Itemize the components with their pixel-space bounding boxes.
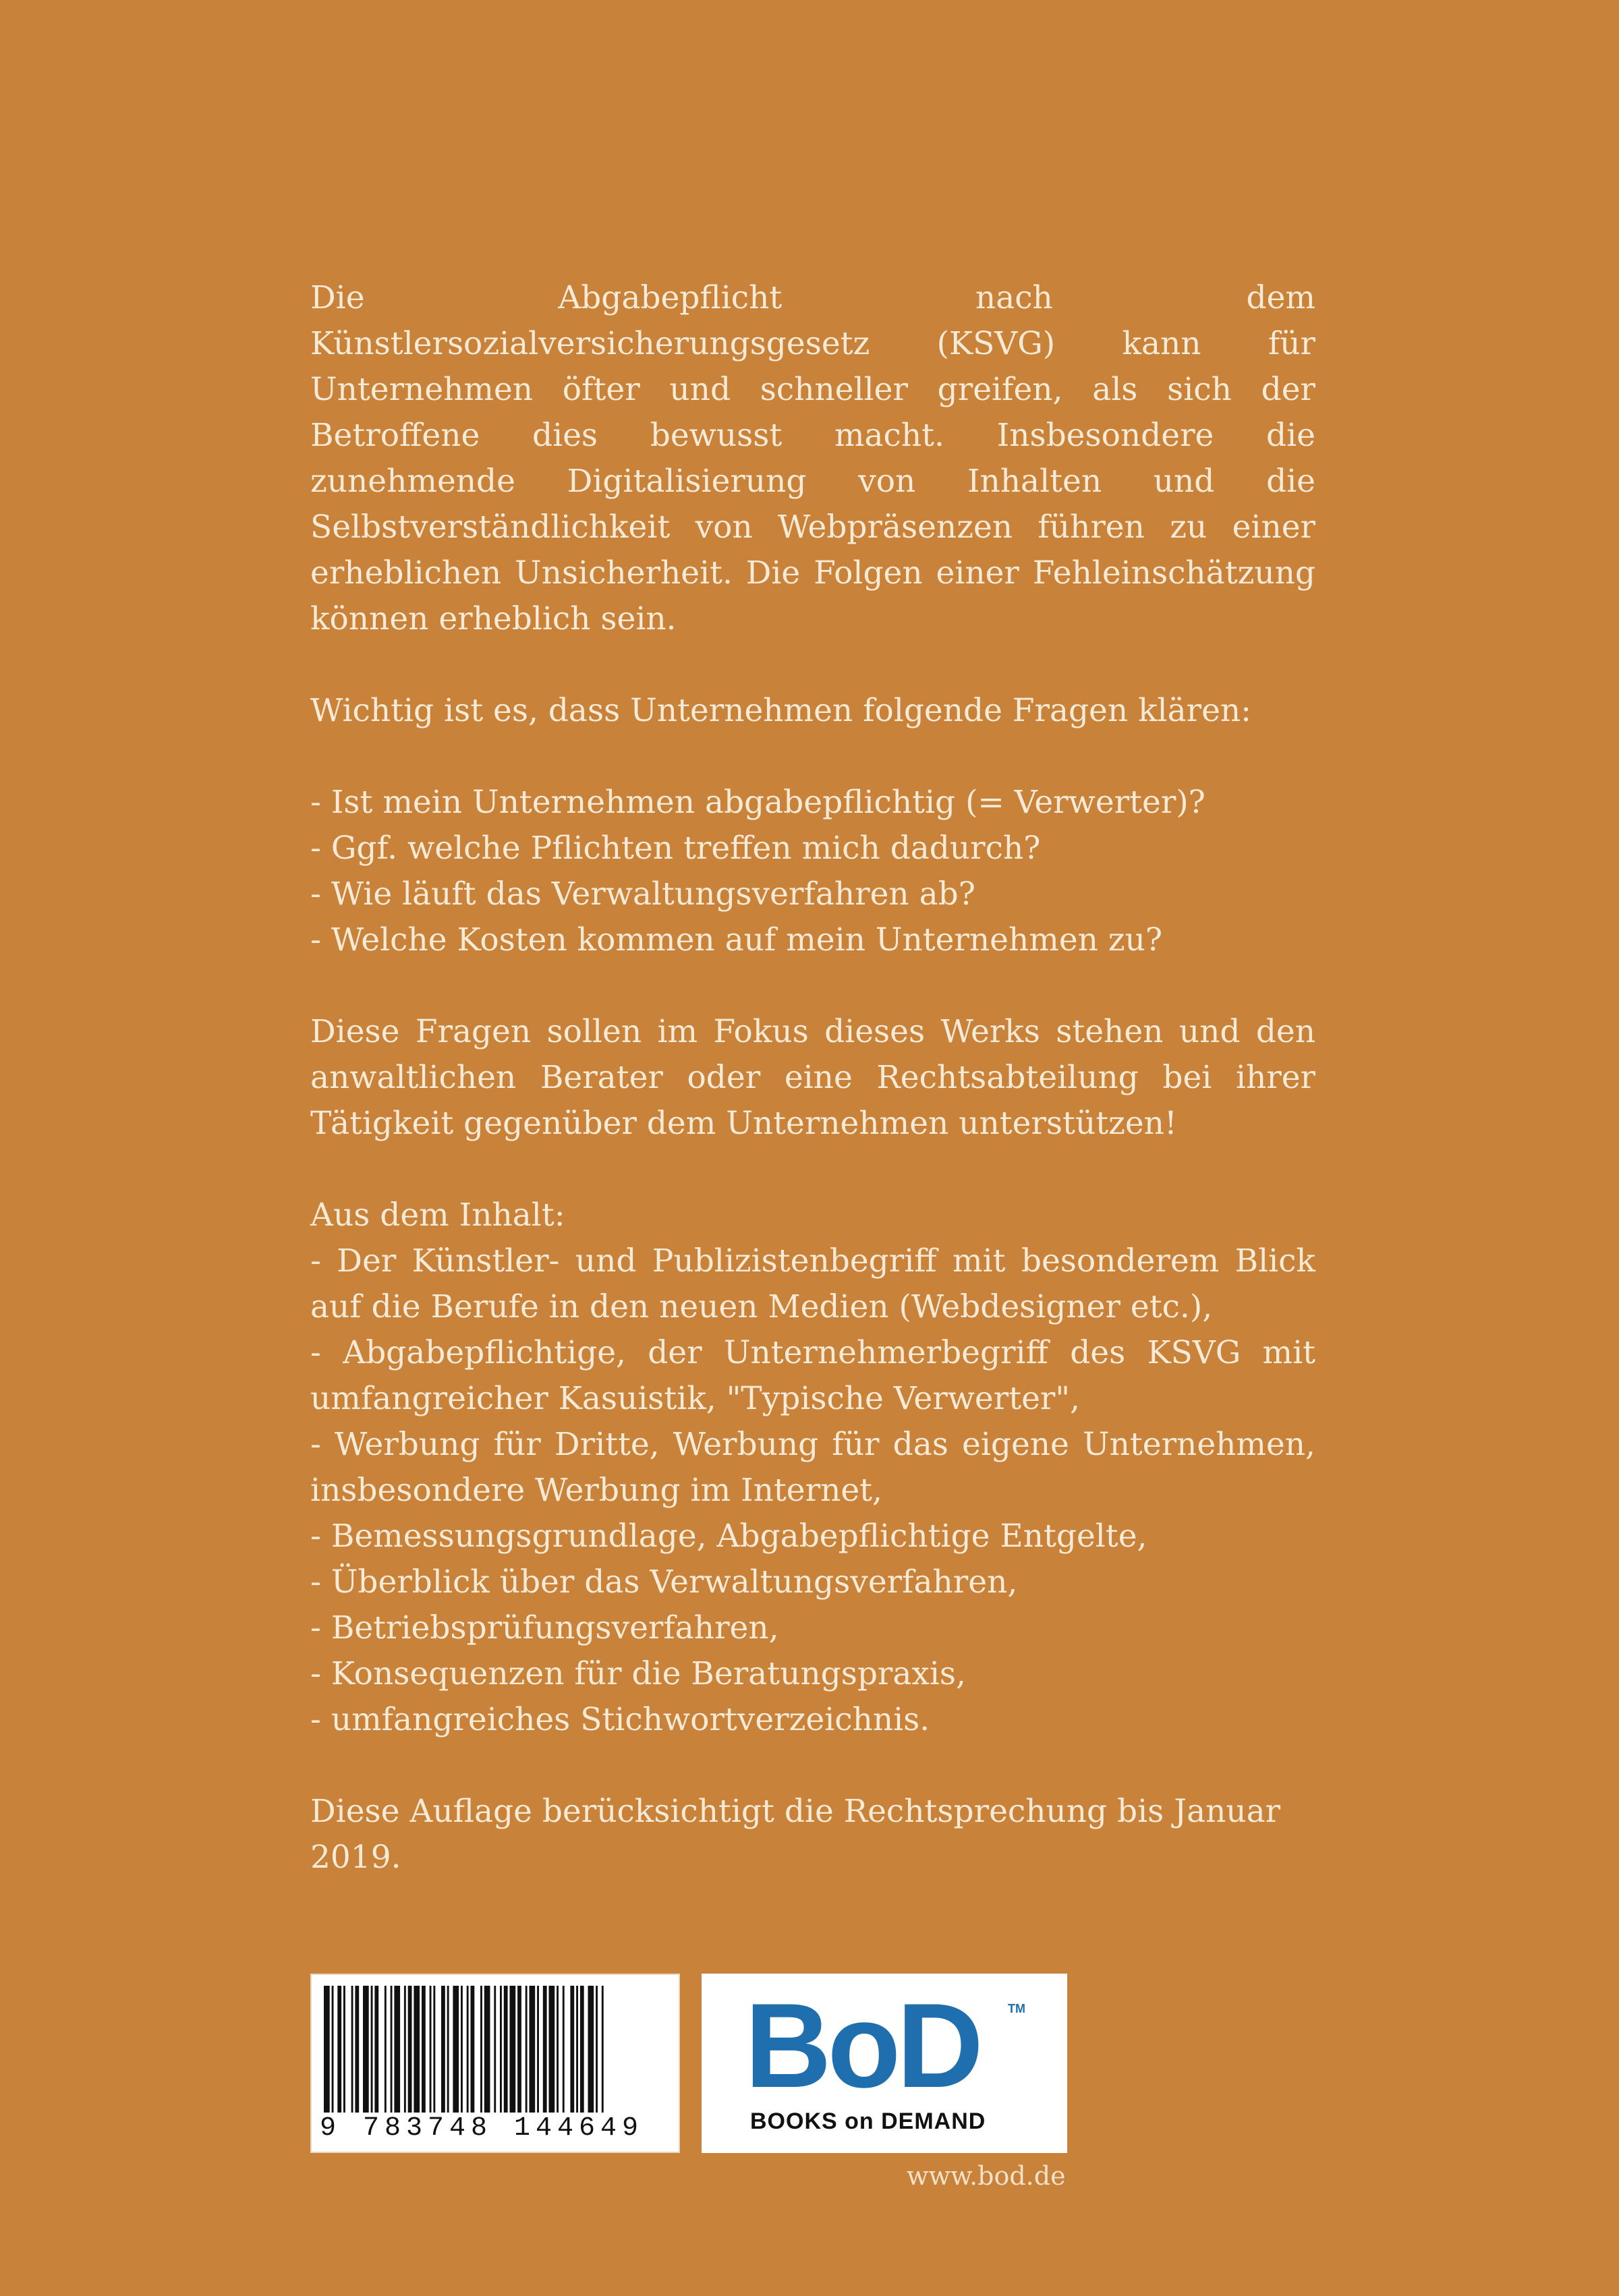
barcode-bar [576,1986,578,2113]
questions-intro: Wichtig ist es, dass Unternehmen folgende Fragen klären: [310,692,1251,729]
barcode-bar [588,1986,594,2113]
contents-list [310,1193,1315,1743]
isbn-digits: 9 783748 144649 [320,2113,644,2144]
barcode-bar [526,1986,528,2113]
edition-note: Diese Auflage berücksichtigt die Rechtsprechung bis Januar 2019. [310,1793,1281,1876]
barcode-bar [517,1986,521,2113]
isbn-barcode [310,1974,680,2153]
barcode-bars [324,1986,669,2113]
barcode-bar [447,1986,449,2113]
barcode-bar [570,1986,574,2113]
barcode-bar [351,1986,353,2113]
barcode-bar [484,1986,490,2113]
barcode-bar [337,1986,341,2113]
contents-item: - Überblick über das Verwaltungsverfahren, [310,1563,1018,1601]
barcode-bar [500,1986,502,2113]
barcode-bar [494,1986,496,2113]
barcode-bar [563,1986,565,2113]
barcode-bar [433,1986,435,2113]
contents-item: - Betriebsprüfungsverfahren, [310,1609,779,1646]
barcode-bar [467,1986,469,2113]
contents-item: - Konsequenzen für die Beratungspraxis, [310,1655,966,1692]
barcode-bar [510,1986,516,2113]
contents-item: - Werbung für Dritte, Werbung für das eigene Unternehmen, insbesondere Werbung im Internet, [310,1426,1315,1509]
barcode-bar [332,1986,334,2113]
publisher-website: www.bod.de [907,2161,1066,2191]
barcode-bar [441,1986,445,2113]
contents-item: - Bemessungsgrundlage, Abgabepflichtige Entgelte, [310,1518,1147,1555]
barcode-bar [404,1986,406,2113]
publisher-tagline: BOOKS on DEMAND [750,2108,986,2134]
question-item: - Wie läuft das Verwaltungsverfahren ab? [310,876,975,913]
question-item: - Ggf. welche Pflichten treffen mich dadurch? [310,830,1041,867]
barcode-bar [602,1986,604,2113]
intro-paragraph: Die Abgabepflicht nach dem Künstlersozialversicherungsgesetz (KSVG) kann für Unternehmen öfter und schneller greifen, als sich der Betroffene dies bewusst macht. Insbesondere die zunehmende Digitalisierung von Inhalten und die Selbstverständlichkeit von Webpräsenzen führen zu einer erheblichen Unsicherheit. Die Folgen einer Fehleinschätzung können erheblich sein. [310,279,1315,637]
barcode-bar [394,1986,400,2113]
barcode-bar [430,1986,432,2113]
barcode-bar [324,1986,330,2113]
trademark-mark: TM [1008,2002,1025,2015]
barcode-bar [537,1986,539,2113]
barcode-bar [549,1986,555,2113]
barcode-bar [504,1986,508,2113]
contents-heading: Aus dem Inhalt: [310,1197,565,1234]
barcode-bar [471,1986,475,2113]
barcode-bar [453,1986,459,2113]
barcode-bar [543,1986,547,2113]
focus-paragraph: Diese Fragen sollen im Fokus dieses Werks stehen und den anwaltlichen Berater oder eine Rechtsabteilung bei ihrer Tätigkeit gegenüber dem Unternehmen unterstützen! [310,1013,1315,1142]
barcode-bar [414,1986,420,2113]
question-item: - Ist mein Unternehmen abgabepflichtig (= Verwerter)? [310,784,1205,821]
blurb-text [310,275,1315,1881]
barcode-bar [374,1986,378,2113]
barcode-bar [580,1986,584,2113]
barcode-bar [385,1986,387,2113]
barcode-bar [461,1986,463,2113]
barcode-bar [355,1986,359,2113]
contents-item: - Der Künstler- und Publizistenbegriff mit besonderem Blick auf die Berufe in den neuen Medien (Webdesigner etc.), [310,1242,1315,1325]
barcode-bar [480,1986,482,2113]
barcode-bar [408,1986,412,2113]
bod-logo-text: BoD [745,1978,979,2113]
barcode-bar [530,1986,536,2113]
barcode-bar [363,1986,369,2113]
barcode-bar [557,1986,559,2113]
contents-item: - umfangreiches Stichwortverzeichnis. [310,1701,930,1738]
publisher-logo [702,1974,1067,2153]
questions-list [310,780,1315,963]
barcode-bar [596,1986,598,2113]
question-item: - Welche Kosten kommen auf mein Unternehmen zu? [310,921,1163,958]
contents-item: - Abgabepflichtige, der Unternehmerbegriff des KSVG mit umfangreicher Kasuistik, "Typische Verwerter", [310,1334,1315,1417]
barcode-bar [371,1986,373,2113]
barcode-bar [422,1986,426,2113]
barcode-bar [343,1986,345,2113]
barcode-bar [391,1986,393,2113]
